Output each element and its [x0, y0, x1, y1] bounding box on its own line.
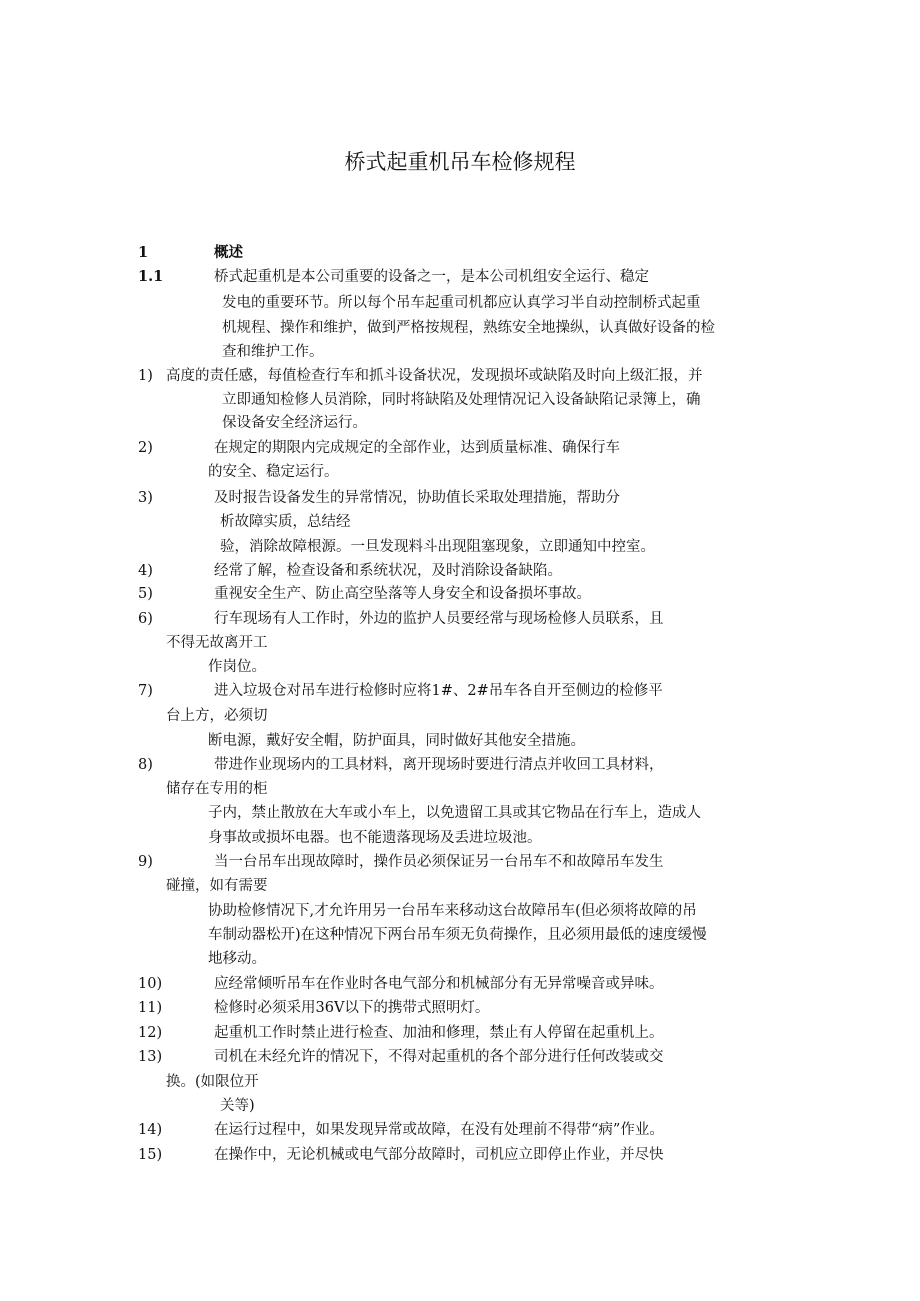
item-line: 储存在专用的柜	[166, 781, 268, 797]
section-heading: 概述	[214, 245, 243, 261]
item-line: 应经常倾听吊车在作业时各电气部分和机械部分有无异常噪音或异味。	[214, 976, 664, 992]
item-number: 7)	[138, 683, 153, 699]
item-number: 2)	[138, 440, 153, 456]
item-line: 高度的责任感，每值检查行车和抓斗设备状况，发现损坏或缺陷及时向上级汇报，并	[166, 368, 703, 384]
item-line: 经常了解，检查设备和系统状况，及时消除设备缺陷。	[214, 563, 562, 579]
item-number: 12)	[138, 1025, 163, 1041]
item-line: 进入垃圾仓对吊车进行检修时应将1#、2#吊车各自开至侧边的检修平	[214, 683, 663, 699]
item-number: 8)	[138, 757, 153, 773]
item-number: 1)	[138, 368, 153, 384]
item-line: 带进作业现场内的工具材料，离开现场时要进行清点并收回工具材料，	[214, 757, 664, 773]
subsection-number: 1.1	[138, 268, 164, 285]
item-number: 9)	[138, 854, 153, 870]
item-line: 协助检修情况下,才允许用另一台吊车来移动这台故障吊车(但必须将故障的吊	[208, 903, 697, 919]
item-number: 6)	[138, 611, 153, 627]
section-number: 1	[138, 244, 149, 261]
item-line: 在操作中，无论机械或电气部分故障时，司机应立即停止作业，并尽快	[214, 1147, 664, 1163]
paragraph-line: 查和维护工作。	[222, 344, 324, 360]
item-line: 关等)	[220, 1098, 255, 1114]
item-line: 作岗位。	[208, 659, 266, 675]
item-line: 地移动。	[208, 951, 266, 967]
item-line: 析故障实质，总结经	[220, 514, 351, 530]
item-number: 15)	[138, 1147, 163, 1163]
item-line: 断电源，戴好安全帽，防护面具，同时做好其他安全措施。	[208, 733, 585, 749]
item-line: 当一台吊车出现故障时，操作员必须保证另一台吊车不和故障吊车发生	[214, 854, 664, 870]
item-line: 重视安全生产、防止高空坠落等人身安全和设备损坏事故。	[214, 586, 591, 602]
item-line: 起重机工作时禁止进行检查、加油和修理，禁止有人停留在起重机上。	[214, 1025, 664, 1041]
paragraph-line: 机规程、操作和维护，做到严格按规程，熟练安全地操纵，认真做好设备的检	[222, 320, 715, 336]
document-title: 桥式起重机吊车检修规程	[344, 150, 576, 174]
item-number: 10)	[138, 976, 163, 992]
item-line: 及时报告设备发生的异常情况，协助值长采取处理措施，帮助分	[214, 490, 620, 506]
item-line: 子内，禁止散放在大车或小车上，以免遗留工具或其它物品在行车上，造成人	[208, 805, 701, 821]
item-number: 4)	[138, 563, 153, 579]
item-number: 3)	[138, 490, 153, 506]
item-line: 验，消除故障根源。一旦发现料斗出现阻塞现象，立即通知中控室。	[220, 539, 655, 555]
item-line: 行车现场有人工作时，外边的监护人员要经常与现场检修人员联系，且	[214, 611, 664, 627]
item-line: 在运行过程中，如果发现异常或故障，在没有处理前不得带“病”作业。	[214, 1122, 664, 1138]
item-line: 司机在未经允许的情况下，不得对起重机的各个部分进行任何改装或交	[214, 1049, 664, 1065]
item-line: 检修时必须采用36V以下的携带式照明灯。	[214, 1000, 490, 1016]
item-line: 在规定的期限内完成规定的全部作业，达到质量标准、确保行车	[214, 440, 620, 456]
item-line: 身事故或损坏电器。也不能遗落现场及丢进垃圾池。	[208, 830, 542, 846]
item-line: 保设备安全经济运行。	[222, 415, 367, 431]
item-line: 台上方，必须切	[166, 708, 268, 724]
paragraph-line: 桥式起重机是本公司重要的设备之一，是本公司机组安全运行、稳定	[214, 269, 649, 285]
item-line: 不得无故离开工	[166, 635, 268, 651]
item-line: 换。(如限位开	[166, 1074, 259, 1090]
item-number: 11)	[138, 1000, 163, 1016]
item-line: 碰撞，如有需要	[166, 878, 268, 894]
paragraph-line: 发电的重要环节。所以每个吊车起重司机都应认真学习半自动控制桥式起重	[222, 295, 701, 311]
item-line: 的安全、稳定运行。	[208, 464, 339, 480]
item-line: 立即通知检修人员消除，同时将缺陷及处理情况记入设备缺陷记录簿上，确	[222, 392, 701, 408]
item-number: 14)	[138, 1122, 163, 1138]
item-number: 13)	[138, 1049, 163, 1065]
item-line: 车制动器松开)在这种情况下两台吊车须无负荷操作，且必须用最低的速度缓慢	[208, 927, 707, 943]
item-number: 5)	[138, 586, 153, 602]
